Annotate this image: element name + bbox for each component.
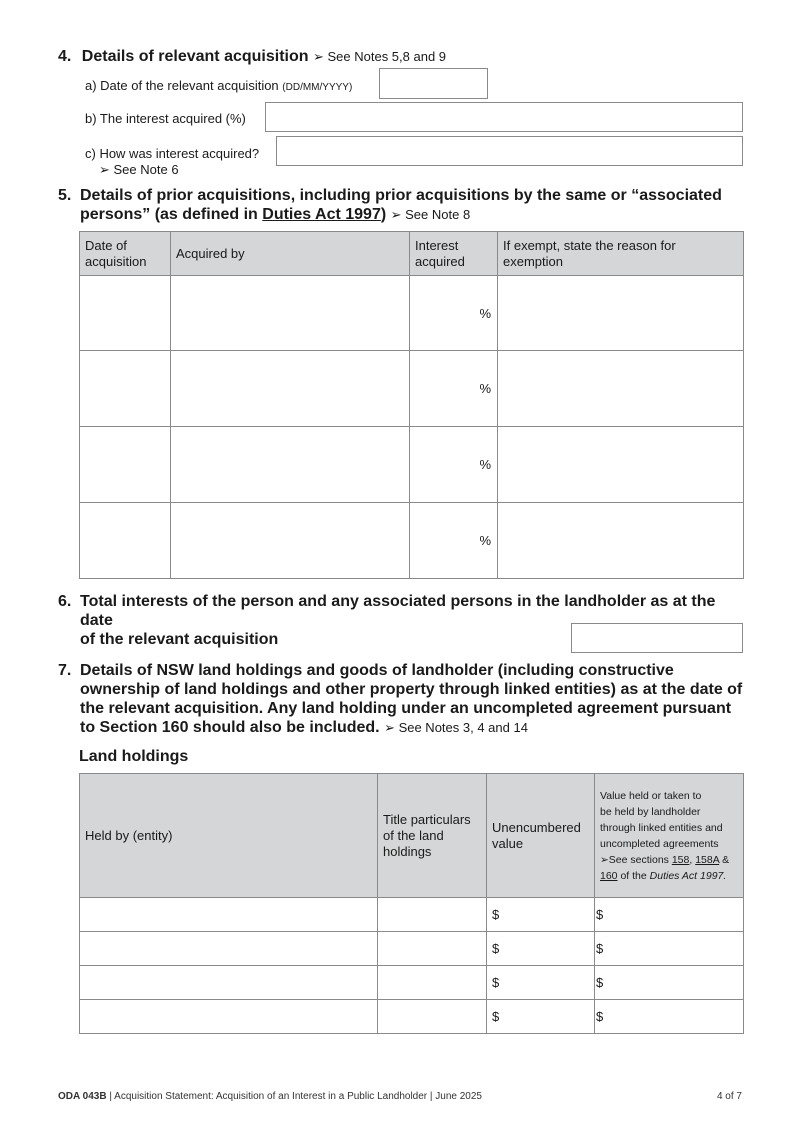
- section-number: 4.: [58, 48, 72, 65]
- see-note-6: ➢ See Note 6: [99, 162, 179, 177]
- sep-amp: &: [719, 853, 730, 866]
- percent-sign: %: [479, 533, 491, 548]
- acquisition-date-field[interactable]: [379, 68, 488, 99]
- title-cell[interactable]: [378, 898, 487, 932]
- interest-acquired-label: b) The interest acquired (%): [85, 111, 246, 126]
- section-4-heading: [58, 47, 446, 66]
- table-row: [80, 932, 744, 966]
- value-held-cell[interactable]: [595, 932, 744, 966]
- section-5-line2-pre: persons” (as defined in: [80, 206, 263, 223]
- date-cell[interactable]: [80, 427, 171, 503]
- section-6-line2: of the relevant acquisition: [80, 631, 279, 648]
- percent-sign: %: [479, 305, 491, 321]
- exempt-cell[interactable]: [498, 503, 744, 579]
- dollar-sign: $: [596, 941, 604, 956]
- percent-sign: %: [479, 457, 491, 472]
- see-notes-3-4-14: ➢ See Notes 3, 4 and 14: [384, 720, 528, 735]
- col-held-by: Held by (entity): [80, 774, 378, 898]
- exempt-cell[interactable]: [498, 351, 744, 427]
- table-header-row: [80, 232, 744, 276]
- section-7-line3: the relevant acquisition. Any land holding under an uncompleted agreement pursuant: [80, 700, 732, 717]
- held-by-cell[interactable]: [80, 898, 378, 932]
- title-cell[interactable]: [378, 966, 487, 1000]
- section-5-heading: [80, 186, 750, 224]
- unencumbered-cell[interactable]: [487, 932, 595, 966]
- footer: [58, 1091, 482, 1102]
- date-label-text: a) Date of the relevant acquisition: [85, 78, 279, 93]
- how-acquired-label: c) How was interest acquired?: [85, 146, 260, 161]
- interest-acquired-field[interactable]: [265, 102, 743, 132]
- table-row: [80, 898, 744, 932]
- col-title-particulars: Title particulars of the land holdings: [378, 774, 487, 898]
- title-cell[interactable]: [378, 1000, 487, 1034]
- date-format-hint: (DD/MM/YYYY): [282, 82, 353, 93]
- page-number: 4 of 7: [716, 1091, 742, 1102]
- section-6-line1: Total interests of the person and any associated persons in the landholder as at the date: [80, 593, 716, 629]
- col-date: Date of acquisition: [80, 232, 171, 276]
- dollar-sign: $: [492, 941, 500, 956]
- of-duties-act: [600, 868, 738, 884]
- unencumbered-cell[interactable]: [487, 1000, 595, 1034]
- see-sections-text: ➢See sections: [600, 853, 672, 866]
- dollar-sign: $: [596, 1009, 604, 1024]
- section-7-line2: ownership of land holdings and other property through linked entities) as at the date of: [80, 681, 743, 698]
- footer-separator: |: [106, 1091, 115, 1102]
- date-cell[interactable]: [80, 276, 171, 351]
- percent-sign: %: [479, 381, 491, 396]
- duties-act-ref: Duties Act 1997.: [649, 869, 727, 882]
- section-5-line2-post: ): [380, 206, 387, 223]
- acquired-by-cell[interactable]: [171, 427, 410, 503]
- unencumbered-cell[interactable]: [487, 966, 595, 1000]
- table-row: [80, 503, 744, 579]
- of-the-text: of the: [617, 869, 650, 882]
- interest-cell[interactable]: [410, 351, 498, 427]
- section-6-number: 6.: [58, 593, 72, 610]
- prior-acquisitions-table: [79, 231, 744, 579]
- date-label: [85, 78, 352, 93]
- dollar-sign: $: [492, 1009, 500, 1024]
- section-7-line4: [80, 718, 770, 737]
- section-5-number: 5.: [58, 187, 72, 204]
- dollar-sign: $: [596, 975, 604, 990]
- land-holdings-table: [79, 773, 744, 1034]
- value-held-line2: be held by landholder: [600, 805, 701, 818]
- section-7-number: 7.: [58, 662, 72, 679]
- interest-cell[interactable]: [410, 427, 498, 503]
- col-acquired-by: Acquired by: [171, 232, 410, 276]
- section-7-heading: [80, 661, 770, 737]
- section-7-line4-text: to Section 160 should also be included.: [80, 719, 380, 736]
- dollar-sign: $: [492, 975, 500, 990]
- col-value-held: [595, 774, 744, 898]
- land-holdings-subheading: Land holdings: [79, 748, 189, 765]
- value-held-cell[interactable]: [595, 966, 744, 1000]
- title-cell[interactable]: [378, 932, 487, 966]
- value-held-line4: uncompleted agreements: [600, 837, 719, 850]
- table-row: [80, 351, 744, 427]
- see-sections: [600, 852, 738, 868]
- section-title: Details of relevant acquisition: [81, 48, 309, 65]
- section-5-line1: Details of prior acquisitions, including prior acquisitions by the same or “associated: [80, 187, 722, 204]
- value-held-line3: through linked entities and: [600, 821, 723, 834]
- total-interests-field[interactable]: [571, 623, 743, 653]
- date-cell[interactable]: [80, 351, 171, 427]
- section-158a-link[interactable]: 158A: [695, 853, 720, 866]
- footer-text: Acquisition Statement: Acquisition of an Interest in a Public Landholder | June 2025: [114, 1091, 482, 1102]
- table-row: [80, 1000, 744, 1034]
- col-interest: Interest acquired: [410, 232, 498, 276]
- value-held-cell[interactable]: [595, 1000, 744, 1034]
- value-held-line1: Value held or taken to: [600, 789, 702, 802]
- how-acquired-field[interactable]: [276, 136, 743, 166]
- date-cell[interactable]: [80, 503, 171, 579]
- section-160-link[interactable]: 160: [600, 869, 618, 882]
- sep-comma: ,: [689, 853, 696, 866]
- col-unencumbered-value: Unencumbered value: [487, 774, 595, 898]
- table-row: [80, 966, 744, 1000]
- col-exempt-reason: If exempt, state the reason for exemption: [498, 232, 744, 276]
- section-158-link[interactable]: 158: [671, 853, 690, 866]
- dollar-sign: $: [492, 907, 500, 922]
- table-row: [80, 427, 744, 503]
- dollar-sign: $: [596, 907, 604, 922]
- held-by-cell[interactable]: [80, 966, 378, 1000]
- value-held-cell[interactable]: [595, 898, 744, 932]
- table-header-row: [80, 774, 744, 898]
- acquired-by-cell[interactable]: [171, 276, 410, 351]
- form-code: ODA 043B: [58, 1091, 107, 1102]
- section-5-line2: [80, 205, 750, 224]
- see-note: ➢ See Notes 5,8 and 9: [312, 49, 447, 64]
- table-row: [80, 276, 744, 351]
- acquired-by-cell[interactable]: [171, 351, 410, 427]
- exempt-cell[interactable]: [498, 276, 744, 351]
- interest-cell[interactable]: [410, 503, 498, 579]
- section-7-line1: Details of NSW land holdings and goods of landholder (including constructive: [80, 662, 674, 679]
- acquired-by-cell[interactable]: [171, 503, 410, 579]
- exempt-cell[interactable]: [498, 427, 744, 503]
- held-by-cell[interactable]: [80, 1000, 378, 1034]
- unencumbered-cell[interactable]: [487, 898, 595, 932]
- duties-act-link[interactable]: Duties Act 1997: [262, 206, 381, 223]
- interest-cell[interactable]: [410, 276, 498, 351]
- held-by-cell[interactable]: [80, 932, 378, 966]
- see-note-8: ➢ See Note 8: [390, 207, 471, 222]
